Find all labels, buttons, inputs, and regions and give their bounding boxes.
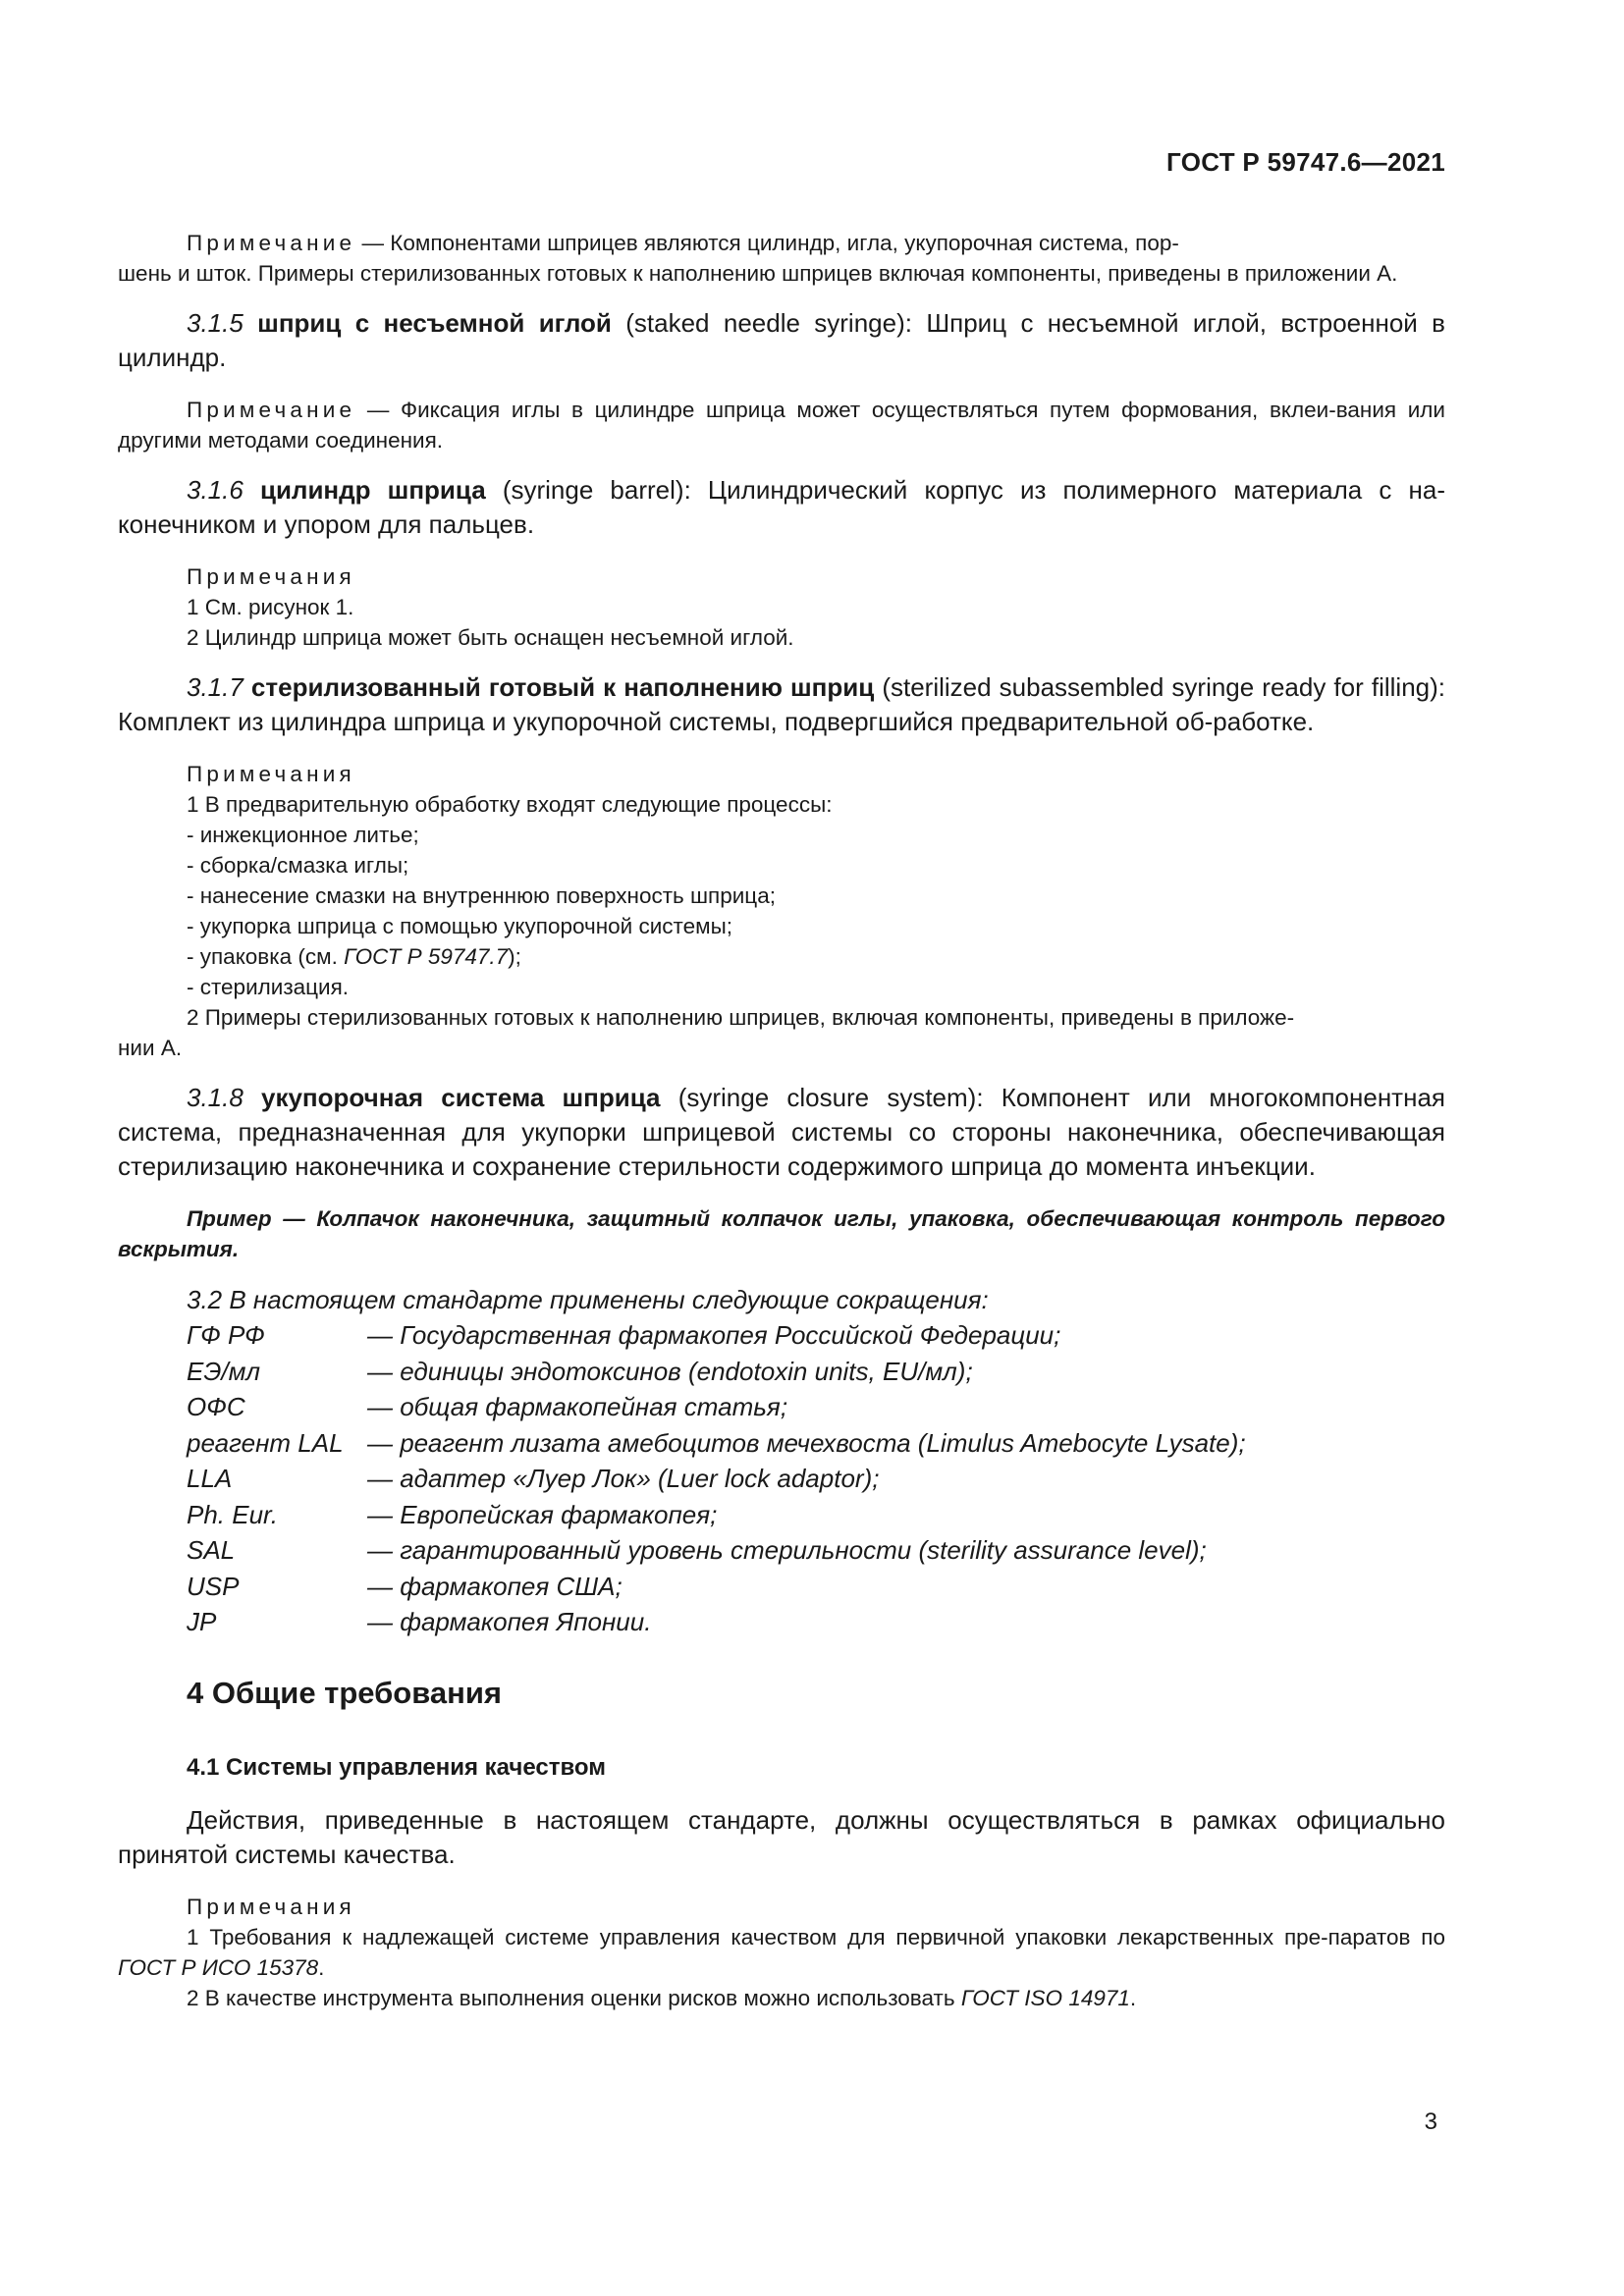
- process-item: - нанесение смазки на внутреннюю поверхность шприца;: [187, 883, 776, 908]
- note-3-1-5: [118, 395, 1445, 455]
- abbreviation: USP: [187, 1571, 240, 1601]
- term-english: (sterilized subassembled syringe ready for filling): [882, 672, 1438, 702]
- notes-label: Примечания: [187, 564, 355, 589]
- abbreviation: ЕЭ/мл: [187, 1356, 261, 1386]
- note-item-continuation: нии А.: [118, 1036, 183, 1060]
- abbreviation-meaning: — реагент лизата амебоцитов мечехвоста (Limulus Amebocyte Lysate);: [367, 1427, 1246, 1458]
- notes-label: Примечания: [187, 1894, 355, 1919]
- term-number: 3.1.8: [187, 1083, 244, 1112]
- term-number: 3.1.5: [187, 308, 244, 338]
- abbreviation-row: [187, 1569, 1445, 1605]
- section-heading-4: 4 Общие требования: [187, 1675, 502, 1710]
- term-3-1-5: [118, 306, 1445, 375]
- example-block: [118, 1203, 1445, 1264]
- note-text-line1: — Компонентами шприцев являются цилиндр, игла, укупорочная система, пор-: [355, 231, 1179, 255]
- note-item: 1 Требования к надлежащей системе управления качеством для первичной упаковки лекарственных пре-паратов по ГОСТ Р ИСО 15378.: [118, 1924, 1445, 1980]
- note-components: [118, 228, 1445, 289]
- abbreviation: JP: [187, 1607, 217, 1636]
- abbreviation-meaning: — адаптер «Луер Лок» (Luer lock adaptor);: [367, 1464, 880, 1493]
- notes-3-1-7: [118, 759, 1445, 1063]
- abbreviation-row: [187, 1354, 1445, 1390]
- abbreviation-row: [187, 1497, 1445, 1533]
- note-label: Примечание: [187, 231, 356, 255]
- abbreviation-row: [187, 1532, 1445, 1569]
- note-text: — Фиксация иглы в цилиндре шприца может осуществляться путем формования, вклеи-вания или другими методами соединения.: [118, 398, 1445, 453]
- note-item: 2 В качестве инструмента выполнения оценки рисков можно использовать ГОСТ ISO 14971.: [187, 1985, 1137, 2010]
- notes-label: Примечания: [187, 762, 355, 786]
- abbreviation: LLA: [187, 1464, 233, 1493]
- abbreviation-meaning: — единицы эндотоксинов (endotoxin units, EU/мл);: [367, 1356, 973, 1386]
- note-item: 2 Примеры стерилизованных готовых к наполнению шприцев, включая компоненты, приведены в приложе-: [187, 1005, 1295, 1030]
- abbreviation-meaning: — фармакопея США;: [367, 1571, 623, 1601]
- process-item: - укупорка шприца с помощью укупорочной системы;: [187, 914, 732, 938]
- page-number: 3: [1424, 2109, 1437, 2135]
- process-item-packaging: - упаковка (см. ГОСТ Р 59747.7);: [187, 944, 521, 969]
- abbreviation: Ph. Eur.: [187, 1499, 278, 1529]
- term-3-1-6: [118, 473, 1445, 542]
- process-item: - сборка/смазка иглы;: [187, 853, 409, 878]
- term-number: 3.1.7: [187, 672, 244, 702]
- term-english: (syringe barrel): [502, 475, 684, 505]
- abbreviation-row: [187, 1604, 1445, 1640]
- section-4-1-paragraph: Действия, приведенные в настоящем стандарте, должны осуществляться в рамках официально принятой системы качества.: [118, 1804, 1445, 1869]
- notes-3-1-6: [118, 561, 1445, 653]
- notes-4-1: [118, 1892, 1445, 2013]
- note-text-rest: шень и шток. Примеры стерилизованных готовых к наполнению шприцев включая компоненты, приведены в приложении А.: [118, 261, 1398, 286]
- term-3-1-7: [118, 670, 1445, 739]
- note-item: 1 В предварительную обработку входят следующие процессы:: [187, 792, 833, 817]
- abbreviations-list: [118, 1317, 1445, 1640]
- abbreviation: SAL: [187, 1535, 236, 1565]
- term-title: стерилизованный готовый к наполнению шприц: [250, 672, 875, 702]
- term-definition: : Цилиндрический корпус из полимерного материала с на-конечником и упором для пальцев.: [118, 475, 1445, 539]
- abbreviation-meaning: — фармакопея Японии.: [367, 1607, 652, 1636]
- standard-reference: ГОСТ Р 59747.7: [344, 944, 509, 969]
- process-item: - инжекционное литье;: [187, 823, 419, 847]
- abbreviation-meaning: — общая фармакопейная статья;: [367, 1392, 788, 1421]
- standard-reference: ГОСТ Р ИСО 15378: [118, 1954, 319, 1980]
- document-body: [118, 228, 1445, 2031]
- abbreviation-row: [187, 1425, 1445, 1462]
- term-title: шприц с несъемной иглой: [257, 308, 612, 338]
- abbreviation: ГФ РФ: [187, 1320, 265, 1350]
- abbreviation: реагент LAL: [187, 1427, 344, 1458]
- subsection-heading-4-1: 4.1 Системы управления качеством: [187, 1753, 607, 1781]
- term-3-1-8: [118, 1081, 1445, 1184]
- term-number: 3.1.6: [187, 475, 244, 505]
- abbreviation-row: [187, 1389, 1445, 1425]
- term-title: цилиндр шприца: [259, 475, 486, 505]
- term-definition: : Компонент или многокомпонентная система, предназначенная для укупорки шприцевой системы со стороны наконечника, обеспечивающая стерилизацию наконечника и сохранение стерильности содержимого шприца до момента инъекции.: [118, 1083, 1445, 1181]
- abbreviation-meaning: — Государственная фармакопея Российской Федерации;: [367, 1320, 1061, 1350]
- term-english: (staked needle syringe): [625, 308, 905, 338]
- standard-reference: ГОСТ ISO 14971: [960, 1985, 1130, 2010]
- example-text: Пример — Колпачок наконечника, защитный колпачок иглы, упаковка, обеспечивающая контроль первого вскрытия.: [118, 1206, 1445, 1261]
- process-item: - стерилизация.: [187, 975, 350, 999]
- standard-header: ГОСТ Р 59747.6—2021: [1166, 147, 1445, 177]
- term-definition: : Шприц с несъемной иглой, встроенной в цилиндр.: [118, 308, 1445, 372]
- note-item: 2 Цилиндр шприца может быть оснащен несъемной иглой.: [187, 625, 794, 650]
- term-english: (syringe closure system): [677, 1083, 977, 1112]
- term-definition: : Комплект из цилиндра шприца и укупорочной системы, подвергшийся предварительной об-работке.: [118, 672, 1446, 736]
- abbreviation-meaning: — Европейская фармакопея;: [367, 1499, 718, 1529]
- abbreviations-intro: 3.2 В настоящем стандарте применены следующие сокращения:: [187, 1285, 989, 1314]
- note-label: Примечание: [187, 398, 356, 422]
- note-item: 1 См. рисунок 1.: [187, 595, 354, 619]
- term-title: укупорочная система шприца: [261, 1083, 661, 1112]
- abbreviation-row: [187, 1461, 1445, 1497]
- abbreviation: ОФС: [187, 1392, 245, 1421]
- abbreviation-row: [187, 1317, 1445, 1354]
- abbreviation-meaning: — гарантированный уровень стерильности (sterility assurance level);: [367, 1535, 1207, 1565]
